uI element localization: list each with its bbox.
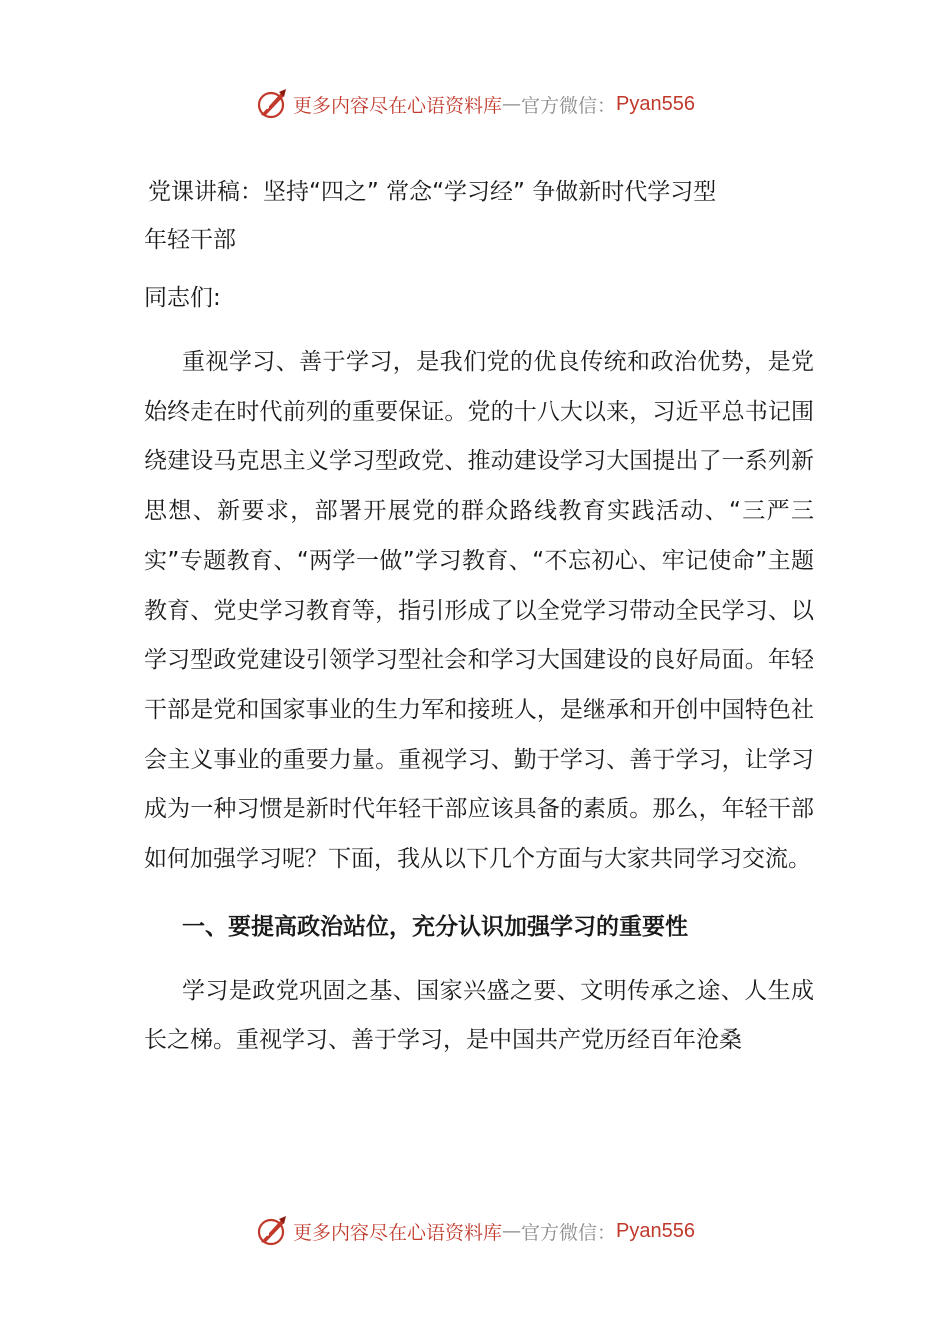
title-line-2: 年轻干部: [144, 227, 236, 253]
watermark-dash: —: [502, 93, 522, 115]
section-1-paragraph: 学习是政党巩固之基、国家兴盛之要、文明传承之途、人生成长之梯。重视学习、善于学习，是中国共产党历经百年沧桑: [144, 977, 814, 1054]
header-watermark: [0, 84, 950, 124]
salutation: 同志们:: [144, 285, 221, 311]
document-title: [144, 168, 814, 264]
watermark-wechat-id: Pyan556: [616, 1219, 695, 1242]
watermark-slogan: 更多内容尽在心语资料库: [293, 1221, 503, 1244]
quill-pen-logo-icon: [255, 87, 289, 121]
watermark-slogan: 更多内容尽在心语资料库: [293, 94, 503, 117]
watermark-wechat-label: 官方微信：: [521, 94, 617, 117]
quill-pen-logo-icon: [255, 1214, 289, 1248]
watermark-dash: —: [502, 1220, 522, 1242]
title-line-1: 党课讲稿：坚持“四之” 常念“学习经” 争做新时代学习型: [148, 179, 717, 205]
intro-paragraph: 重视学习、善于学习，是我们党的优良传统和政治优势，是党始终走在时代前列的重要保证。党的十八大以来，习近平总书记围绕建设马克思主义学习型政党、推动建设学习大国提出了一系列新思想、新要求，部署开展党的群众路线教育实践活动、“三严三实”专题教育、“两学一做”学习教育、“不忘初心、牢记使命”主题教育、党史学习教育等，指引形成了以全党学习带动全民学习、以学习型政党建设引领学习型社会和学习大国建设的良好局面。年轻干部是党和国家事业的生力军和接班人，是继承和开创中国特色社会主义事业的重要力量。重视学习、勤于学习、善于学习，让学习成为一种习惯是新时代年轻干部应该具备的素质。那么，年轻干部如何加强学习呢？下面，我从以下几个方面与大家共同学习交流。: [144, 349, 814, 873]
watermark-wechat-id: Pyan556: [616, 92, 695, 115]
section-1-heading: 一、要提高政治站位，充分认识加强学习的重要性: [182, 913, 688, 940]
footer-watermark: [0, 1211, 950, 1251]
document-body: [144, 168, 814, 1066]
watermark-wechat-label: 官方微信：: [521, 1221, 617, 1244]
